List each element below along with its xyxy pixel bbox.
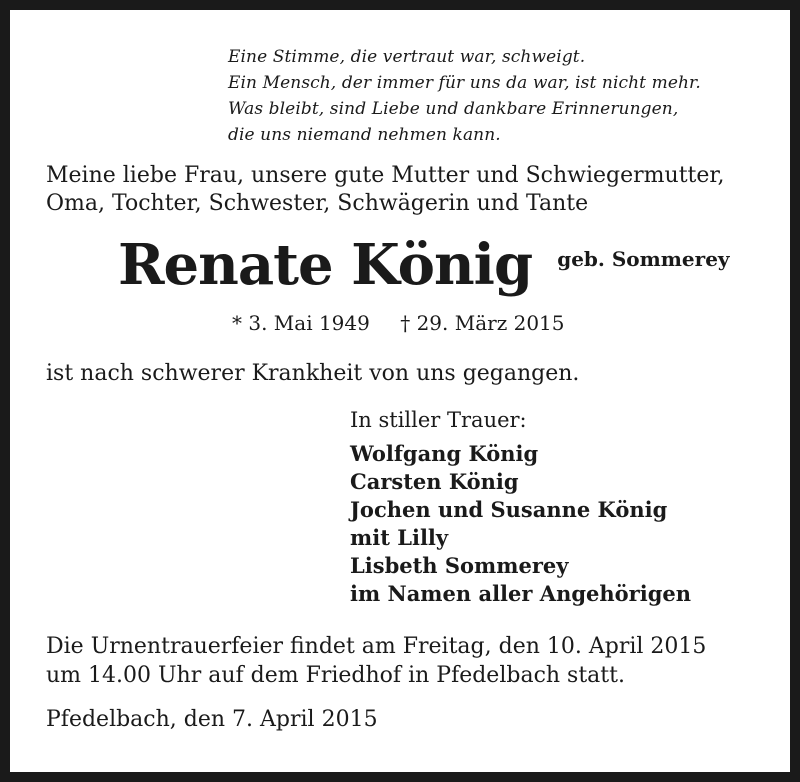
mourner-name: Jochen und Susanne König — [350, 497, 668, 522]
intro-line: Oma, Tochter, Schwester, Schwägerin und Tante — [46, 191, 589, 216]
intro-text — [46, 162, 725, 218]
passing-text: ist nach schwerer Krankheit von uns gegangen. — [46, 361, 580, 386]
deceased-name-row — [118, 230, 730, 300]
mourners-block — [350, 406, 691, 608]
life-dates — [232, 310, 565, 336]
death-date: † 29. März 2015 — [400, 311, 565, 335]
poem — [228, 44, 701, 148]
intro-line: Meine liebe Frau, unsere gute Mutter und Schwiegermutter, — [46, 163, 725, 188]
deceased-name: Renate König — [118, 232, 533, 298]
funeral-line: um 14.00 Uhr auf dem Friedhof in Pfedelbach statt. — [46, 663, 625, 688]
mourner-name: im Namen aller Angehörigen — [350, 581, 692, 606]
funeral-line: Die Urnentrauerfeier findet am Freitag, den 10. April 2015 — [46, 634, 707, 659]
poem-line: Ein Mensch, der immer für uns da war, ist nicht mehr. — [228, 73, 701, 93]
birth-date: * 3. Mai 1949 — [232, 311, 370, 335]
mourner-name: mit Lilly — [350, 525, 449, 550]
mourner-name: Carsten König — [350, 469, 519, 494]
mourner-name: Wolfgang König — [350, 441, 539, 466]
place-and-date: Pfedelbach, den 7. April 2015 — [46, 707, 378, 732]
poem-line: die uns niemand nehmen kann. — [228, 125, 501, 145]
funeral-info — [46, 632, 706, 690]
mourning-label: In stiller Trauer: — [350, 408, 527, 432]
poem-line: Was bleibt, sind Liebe und dankbare Erinnerungen, — [228, 99, 679, 119]
poem-line: Eine Stimme, die vertraut war, schweigt. — [228, 47, 586, 67]
mourner-name: Lisbeth Sommerey — [350, 553, 569, 578]
maiden-name: geb. Sommerey — [557, 247, 730, 271]
